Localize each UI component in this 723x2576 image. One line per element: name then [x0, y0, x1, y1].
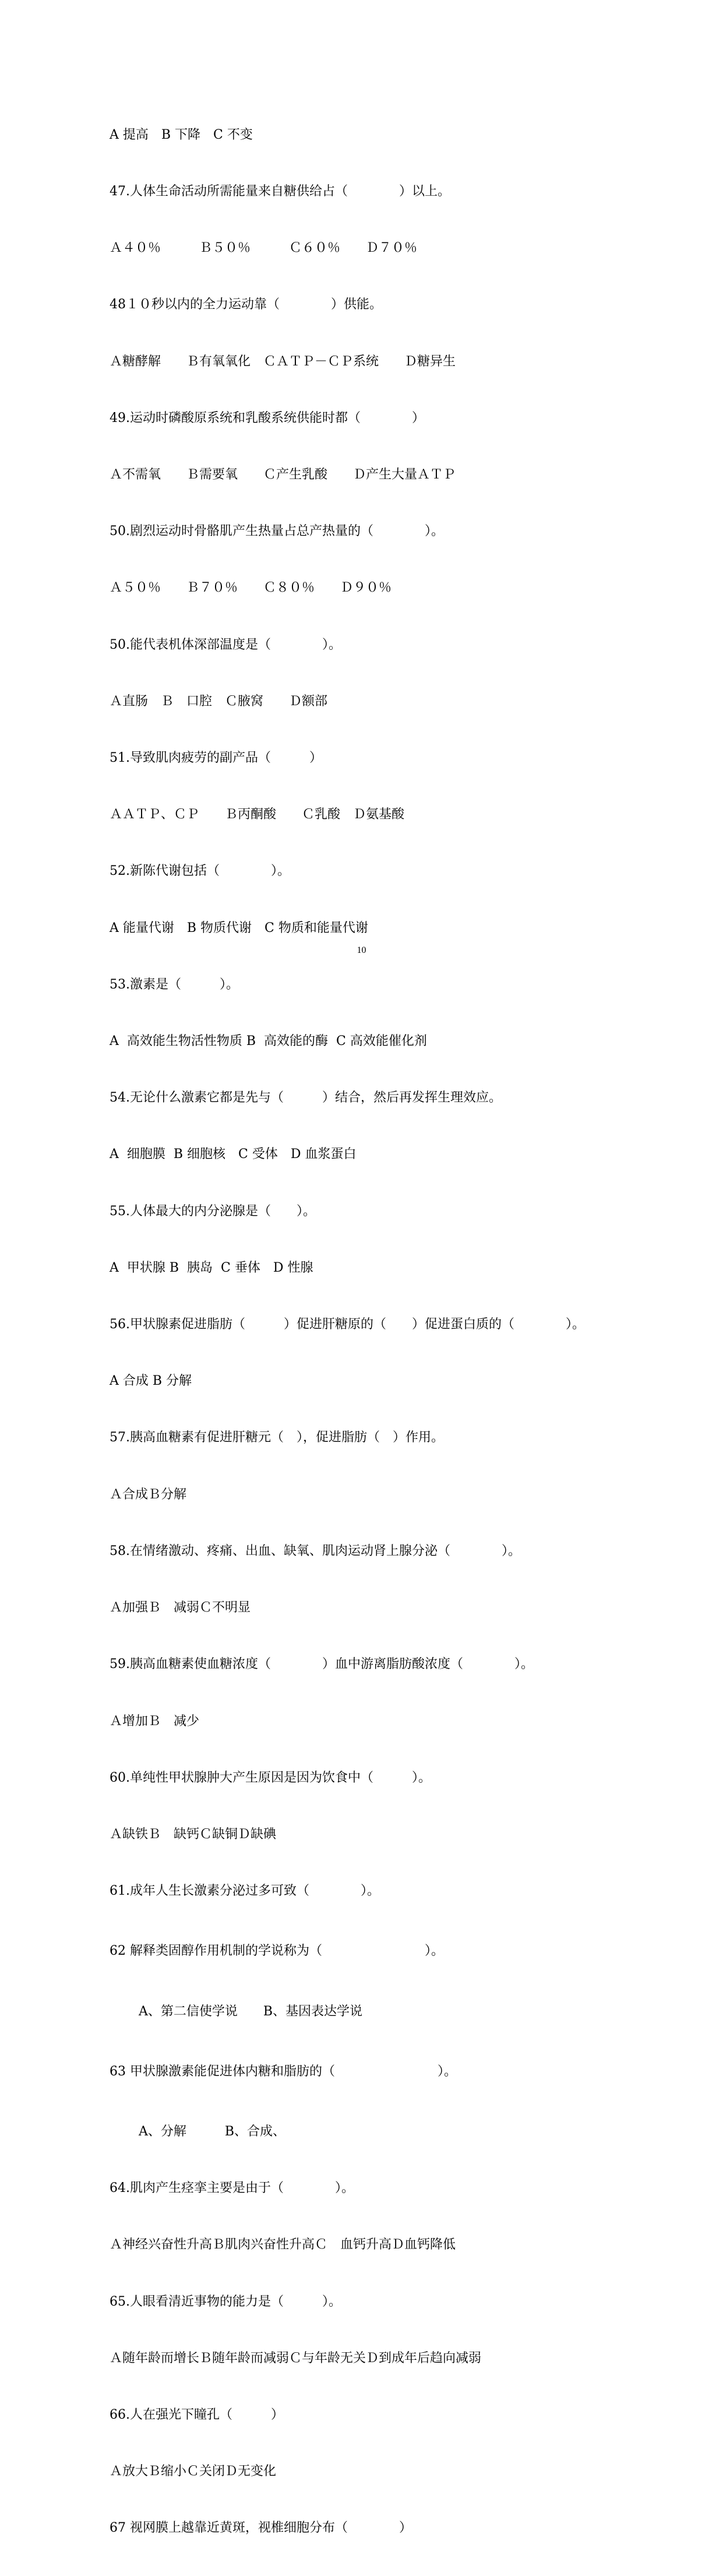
- option-line: Ａ直肠 Ｂ 口腔 Ｃ腋窝 Ｄ额部: [110, 694, 328, 709]
- option-line: A 高效能生物活性物质 B 高效能的酶 C 高效能催化剂: [110, 1034, 427, 1049]
- question-65: 65.人眼看清近事物的能力是（ ）。: [110, 2294, 341, 2309]
- page-number: 10: [357, 945, 366, 955]
- question-61: 61.成年人生长激素分泌过多可致（ ）。: [110, 1884, 380, 1899]
- option-line: A、第二信使学说 B、基因表达学说: [139, 2004, 363, 2019]
- question-59: 59.胰高血糖素使血糖浓度（ ）血中游离脂肪酸浓度（ ）。: [110, 1657, 534, 1672]
- question-50b: 50.能代表机体深部温度是（ ）。: [110, 637, 341, 652]
- option-line: Ａ糖酵解 Ｂ有氧氧化 ＣＡＴＰ－ＣＰ系统 Ｄ糖异生: [110, 354, 456, 369]
- question-67: 67 视网膜上越靠近黄斑，视椎细胞分布（ ）: [110, 2521, 412, 2536]
- question-64: 64.肌肉产生痉挛主要是由于（ ）。: [110, 2181, 354, 2196]
- option-line: ＡＡＴＰ、ＣＰ Ｂ丙酮酸 Ｃ乳酸 Ｄ氨基酸: [110, 807, 405, 822]
- question-54: 54.无论什么激素它都是先与（ ）结合，然后再发挥生理效应。: [110, 1090, 502, 1106]
- question-53: 53.激素是（ ）。: [110, 977, 239, 992]
- question-62: 62 解释类固醇作用机制的学说称为（ ）。: [110, 1944, 444, 1959]
- question-50: 50.剧烈运动时骨骼肌产生热量占总产热量的（ ）。: [110, 524, 444, 539]
- option-line: Ａ放大Ｂ缩小Ｃ关闭Ｄ无变化: [110, 2464, 277, 2479]
- option-line: A 能量代谢 B 物质代谢 C 物质和能量代谢: [110, 920, 368, 935]
- option-line: Ａ缺铁Ｂ 缺钙Ｃ缺铜Ｄ缺碘: [110, 1827, 277, 1842]
- question-63: 63 甲状腺激素能促进体内糖和脂肪的（ ）。: [110, 2064, 457, 2079]
- question-47: 47.人体生命活动所需能量来自糖供给占（ ）以上。: [110, 184, 450, 199]
- question-66: 66.人在强光下瞳孔（ ）: [110, 2407, 284, 2422]
- option-line: Ａ不需氧 Ｂ需要氧 Ｃ产生乳酸 Ｄ产生大量ＡＴＰ: [110, 467, 456, 483]
- question-list: [110, 88, 669, 2576]
- question-56: 56.甲状腺素促进脂肪（ ）促进肝糖原的（ ）促进蛋白质的（ ）。: [110, 1317, 585, 1332]
- question-60: 60.单纯性甲状腺肿大产生原因是因为饮食中（ ）。: [110, 1770, 431, 1785]
- option-line: Ａ５０％ Ｂ７０％ Ｃ８０％ Ｄ９０％: [110, 580, 392, 596]
- option-line: A 细胞膜 B 细胞核 C 受体 D 血浆蛋白: [110, 1147, 357, 1162]
- option-line: Ａ增加Ｂ 减少: [110, 1713, 200, 1729]
- question-58: 58.在情绪激动、疼痛、出血、缺氧、肌肉运动肾上腺分泌（ ）。: [110, 1543, 521, 1558]
- question-48: 48１０秒以内的全力运动靠（ ）供能。: [110, 297, 382, 312]
- option-line: Ａ４０％ Ｂ５０％ Ｃ６０％ Ｄ７０％: [110, 241, 418, 256]
- question-51: 51.导致肌肉疲劳的副产品（ ）: [110, 751, 322, 766]
- option-line: A 甲状腺 B 胰岛 C 垂体 D 性腺: [110, 1260, 313, 1275]
- question-49: 49.运动时磷酸原系统和乳酸系统供能时都（ ）: [110, 410, 425, 425]
- option-line: Ａ合成Ｂ分解: [110, 1487, 187, 1502]
- option-line: Ａ加强Ｂ 减弱Ｃ不明显: [110, 1600, 251, 1616]
- option-line: Ａ神经兴奋性升高Ｂ肌肉兴奋性升高Ｃ 血钙升高Ｄ血钙降低: [110, 2237, 456, 2253]
- question-52: 52.新陈代谢包括（ ）。: [110, 864, 290, 879]
- option-line: A 合成 B 分解: [110, 1374, 192, 1389]
- option-line: Ａ随年龄而增长Ｂ随年龄而减弱Ｃ与年龄无关Ｄ到成年后趋向减弱: [110, 2350, 482, 2366]
- question-57: 57.胰高血糖素有促进肝糖元（ ），促进脂肪（ ）作用。: [110, 1430, 444, 1445]
- option-line: A 提高 B 下降 C 不变: [110, 127, 253, 142]
- question-55: 55.人体最大的内分泌腺是（ ）。: [110, 1203, 316, 1219]
- option-line: A、分解 B、合成、: [139, 2124, 286, 2139]
